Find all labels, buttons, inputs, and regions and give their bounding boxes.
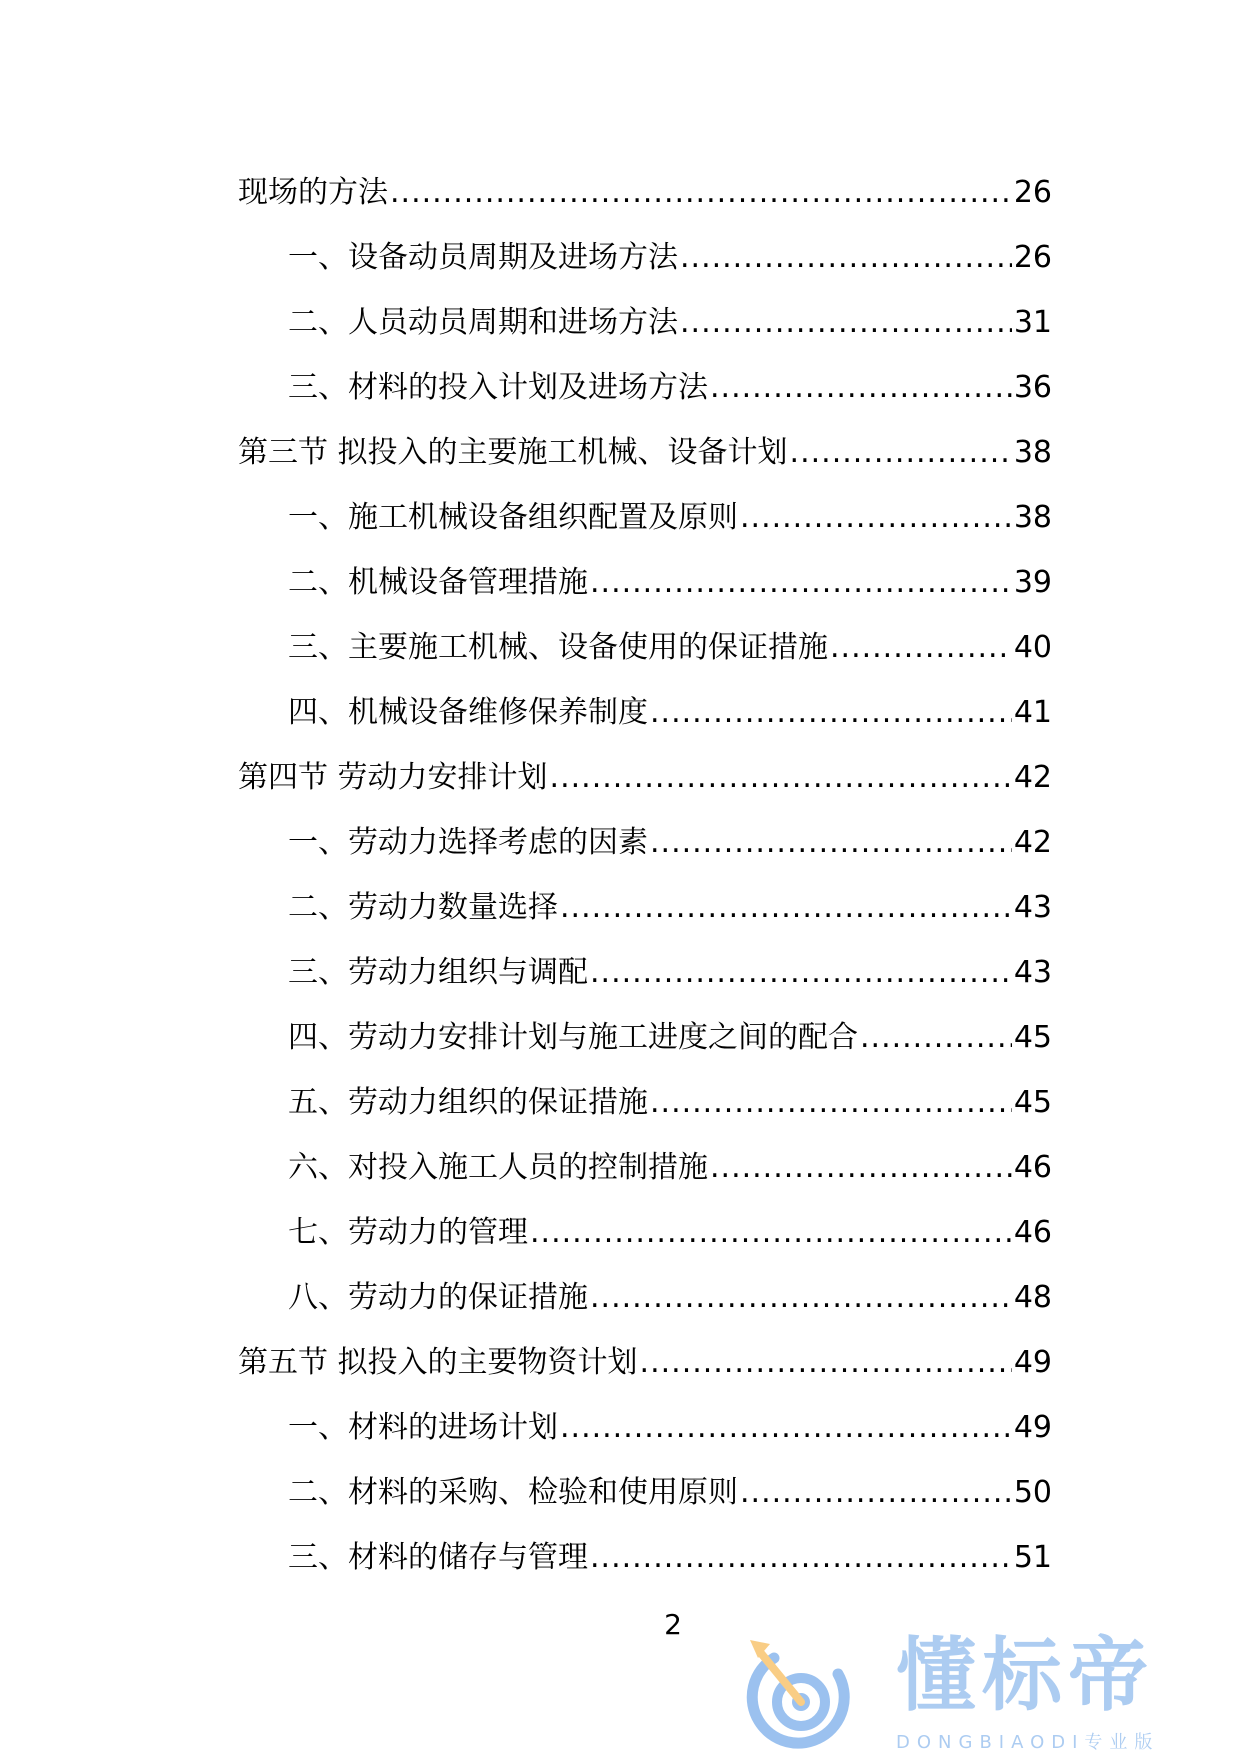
- toc-entry-page: 42: [1013, 759, 1052, 795]
- toc-entry[interactable]: [238, 1070, 1052, 1135]
- table-of-contents: [238, 160, 1052, 1590]
- toc-entry-title: 三、主要施工机械、设备使用的保证措施: [288, 629, 828, 665]
- toc-dot-leader: [530, 1218, 1012, 1248]
- toc-dot-leader: [590, 1283, 1012, 1313]
- toc-entry[interactable]: [238, 1460, 1052, 1525]
- toc-dot-leader: [680, 243, 1012, 273]
- toc-dot-leader: [590, 958, 1012, 988]
- toc-dot-leader: [560, 893, 1012, 923]
- toc-dot-leader: [590, 568, 1012, 598]
- toc-dot-leader: [740, 503, 1012, 533]
- toc-entry-title: 现场的方法: [238, 174, 388, 210]
- toc-entry-page: 26: [1013, 239, 1052, 275]
- toc-entry[interactable]: [238, 160, 1052, 225]
- toc-dot-leader: [590, 1543, 1012, 1573]
- toc-dot-leader: [650, 698, 1012, 728]
- toc-dot-leader: [560, 1413, 1012, 1443]
- toc-entry[interactable]: [238, 1395, 1052, 1460]
- toc-entry-title: 六、对投入施工人员的控制措施: [288, 1149, 708, 1185]
- toc-entry-page: 26: [1013, 174, 1052, 210]
- toc-entry-title: 三、劳动力组织与调配: [288, 954, 588, 990]
- toc-entry-page: 48: [1013, 1279, 1052, 1315]
- toc-entry[interactable]: [238, 1330, 1052, 1395]
- toc-entry[interactable]: [238, 1525, 1052, 1590]
- toc-entry[interactable]: [238, 1005, 1052, 1070]
- toc-entry-title: 四、机械设备维修保养制度: [288, 694, 648, 730]
- toc-entry[interactable]: [238, 355, 1052, 420]
- toc-entry-page: 46: [1013, 1214, 1052, 1250]
- toc-entry[interactable]: [238, 290, 1052, 355]
- toc-entry-title: 二、劳动力数量选择: [288, 889, 558, 925]
- toc-entry[interactable]: [238, 940, 1052, 1005]
- toc-entry[interactable]: [238, 1200, 1052, 1265]
- toc-entry-title: 一、施工机械设备组织配置及原则: [288, 499, 738, 535]
- toc-entry-page: 50: [1013, 1474, 1052, 1510]
- toc-dot-leader: [680, 308, 1012, 338]
- toc-dot-leader: [710, 373, 1012, 403]
- toc-entry-title: 第三节 拟投入的主要施工机械、设备计划: [238, 434, 788, 470]
- toc-entry-page: 45: [1013, 1019, 1052, 1055]
- toc-entry[interactable]: [238, 225, 1052, 290]
- toc-dot-leader: [390, 178, 1012, 208]
- toc-entry-title: 一、设备动员周期及进场方法: [288, 239, 678, 275]
- toc-entry-title: 七、劳动力的管理: [288, 1214, 528, 1250]
- toc-dot-leader: [650, 828, 1012, 858]
- toc-entry-title: 二、材料的采购、检验和使用原则: [288, 1474, 738, 1510]
- toc-entry[interactable]: [238, 615, 1052, 680]
- toc-dot-leader: [740, 1478, 1012, 1508]
- watermark-logo: [746, 1630, 1241, 1754]
- toc-dot-leader: [550, 763, 1012, 793]
- toc-entry-page: 43: [1013, 954, 1052, 990]
- toc-dot-leader: [710, 1153, 1012, 1183]
- toc-entry[interactable]: [238, 1135, 1052, 1200]
- toc-entry[interactable]: [238, 420, 1052, 485]
- toc-entry-title: 三、材料的储存与管理: [288, 1539, 588, 1575]
- toc-entry-title: 五、劳动力组织的保证措施: [288, 1084, 648, 1120]
- page-number: 2: [664, 1608, 682, 1641]
- toc-entry-page: 42: [1013, 824, 1052, 860]
- toc-entry-title: 二、人员动员周期和进场方法: [288, 304, 678, 340]
- toc-entry[interactable]: [238, 1265, 1052, 1330]
- toc-entry-page: 36: [1013, 369, 1052, 405]
- toc-entry-page: 38: [1013, 499, 1052, 535]
- toc-entry[interactable]: [238, 680, 1052, 745]
- toc-entry-title: 一、劳动力选择考虑的因素: [288, 824, 648, 860]
- toc-entry-title: 第四节 劳动力安排计划: [238, 759, 548, 795]
- toc-entry[interactable]: [238, 875, 1052, 940]
- toc-entry-title: 八、劳动力的保证措施: [288, 1279, 588, 1315]
- toc-entry-title: 第五节 拟投入的主要物资计划: [238, 1344, 638, 1380]
- toc-entry-title: 三、材料的投入计划及进场方法: [288, 369, 708, 405]
- toc-entry-title: 二、机械设备管理措施: [288, 564, 588, 600]
- toc-entry[interactable]: [238, 485, 1052, 550]
- target-arrow-icon: [746, 1630, 856, 1754]
- toc-dot-leader: [860, 1023, 1012, 1053]
- toc-entry-page: 43: [1013, 889, 1052, 925]
- toc-dot-leader: [640, 1348, 1012, 1378]
- toc-entry-page: 41: [1013, 694, 1052, 730]
- toc-entry-title: 一、材料的进场计划: [288, 1409, 558, 1445]
- toc-entry-page: 31: [1013, 304, 1052, 340]
- toc-dot-leader: [650, 1088, 1012, 1118]
- toc-entry-page: 49: [1013, 1344, 1052, 1380]
- watermark-brand: 懂标帝: [896, 1629, 1154, 1722]
- toc-entry[interactable]: [238, 810, 1052, 875]
- toc-entry-page: 39: [1013, 564, 1052, 600]
- toc-entry[interactable]: [238, 550, 1052, 615]
- watermark-subtitle: DONGBIAODI专业版: [896, 1732, 1160, 1753]
- toc-entry[interactable]: [238, 745, 1052, 810]
- toc-dot-leader: [830, 633, 1012, 663]
- toc-entry-page: 40: [1013, 629, 1052, 665]
- toc-entry-page: 51: [1013, 1539, 1052, 1575]
- toc-entry-page: 49: [1013, 1409, 1052, 1445]
- toc-entry-page: 38: [1013, 434, 1052, 470]
- toc-entry-page: 45: [1013, 1084, 1052, 1120]
- toc-entry-title: 四、劳动力安排计划与施工进度之间的配合: [288, 1019, 858, 1055]
- toc-dot-leader: [790, 438, 1012, 468]
- toc-entry-page: 46: [1013, 1149, 1052, 1185]
